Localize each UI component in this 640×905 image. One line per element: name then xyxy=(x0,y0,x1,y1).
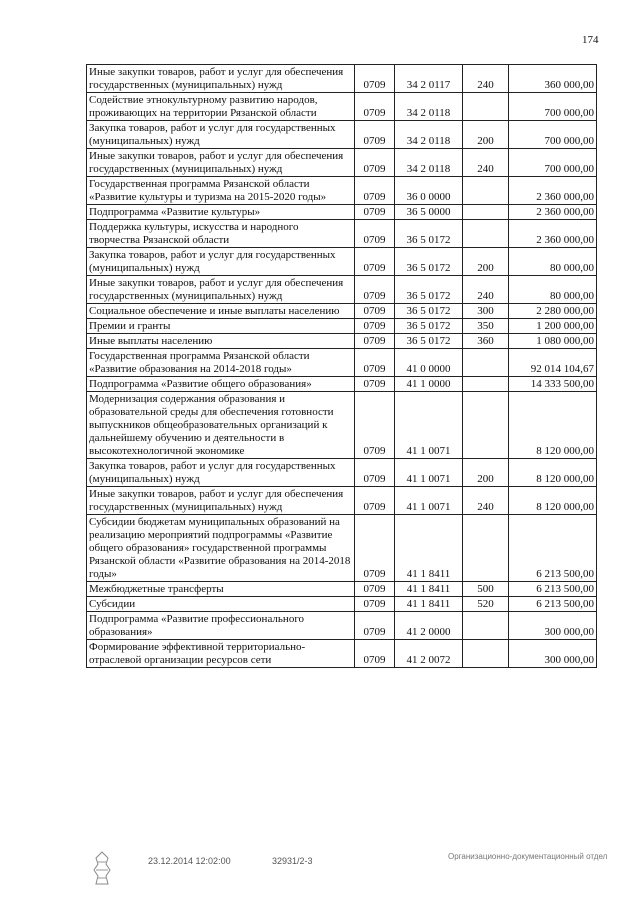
row-name: Субсидии бюджетам муниципальных образований на реализацию мероприятий подпрограммы «Развитие общего образования» государственной программы Рязанской области «Развитие образования на 2014-2018 годы» xyxy=(87,515,355,582)
table-row xyxy=(87,377,597,392)
table-row xyxy=(87,597,597,612)
row-amount: 700 000,00 xyxy=(509,149,597,177)
row-type xyxy=(463,392,509,459)
row-type: 240 xyxy=(463,65,509,93)
row-section: 0709 xyxy=(355,459,395,487)
row-code: 41 1 8411 xyxy=(395,597,463,612)
row-amount: 6 213 500,00 xyxy=(509,515,597,582)
row-section: 0709 xyxy=(355,177,395,205)
row-code: 36 0 0000 xyxy=(395,177,463,205)
row-name: Государственная программа Рязанской области «Развитие образования на 2014-2018 годы» xyxy=(87,349,355,377)
row-amount: 360 000,00 xyxy=(509,65,597,93)
row-section: 0709 xyxy=(355,334,395,349)
row-amount: 92 014 104,67 xyxy=(509,349,597,377)
row-amount: 6 213 500,00 xyxy=(509,597,597,612)
row-amount: 2 280 000,00 xyxy=(509,304,597,319)
table-row xyxy=(87,392,597,459)
row-amount: 2 360 000,00 xyxy=(509,205,597,220)
row-name: Социальное обеспечение и иные выплаты населению xyxy=(87,304,355,319)
table-row xyxy=(87,515,597,582)
row-code: 34 2 0118 xyxy=(395,121,463,149)
row-name: Субсидии xyxy=(87,597,355,612)
row-code: 41 1 8411 xyxy=(395,582,463,597)
row-amount: 700 000,00 xyxy=(509,93,597,121)
table-row xyxy=(87,487,597,515)
row-code: 36 5 0172 xyxy=(395,220,463,248)
budget-table xyxy=(86,64,597,668)
row-section: 0709 xyxy=(355,515,395,582)
table-row xyxy=(87,248,597,276)
table-row xyxy=(87,349,597,377)
row-section: 0709 xyxy=(355,205,395,220)
row-type xyxy=(463,220,509,248)
row-section: 0709 xyxy=(355,149,395,177)
coat-of-arms-icon xyxy=(88,850,116,888)
row-type xyxy=(463,93,509,121)
row-section: 0709 xyxy=(355,487,395,515)
footer-timestamp: 23.12.2014 12:02:00 xyxy=(148,856,231,866)
row-type: 240 xyxy=(463,276,509,304)
row-section: 0709 xyxy=(355,65,395,93)
row-section: 0709 xyxy=(355,377,395,392)
row-section: 0709 xyxy=(355,248,395,276)
row-name: Подпрограмма «Развитие общего образования» xyxy=(87,377,355,392)
footer-doc-id: 32931/2-3 xyxy=(272,856,313,866)
table-row xyxy=(87,177,597,205)
row-code: 34 2 0118 xyxy=(395,149,463,177)
row-section: 0709 xyxy=(355,276,395,304)
row-name: Модернизация содержания образования и образовательной среды для обеспечения готовности выпускников общеобразовательных организаций к дальнейшему обучению и деятельности в высокотехнологичной экономике xyxy=(87,392,355,459)
row-amount: 300 000,00 xyxy=(509,612,597,640)
table-row xyxy=(87,582,597,597)
row-section: 0709 xyxy=(355,349,395,377)
row-amount: 80 000,00 xyxy=(509,248,597,276)
row-type: 520 xyxy=(463,597,509,612)
row-name: Подпрограмма «Развитие культуры» xyxy=(87,205,355,220)
table-row xyxy=(87,121,597,149)
row-section: 0709 xyxy=(355,597,395,612)
row-section: 0709 xyxy=(355,220,395,248)
row-code: 41 1 0071 xyxy=(395,459,463,487)
row-type: 500 xyxy=(463,582,509,597)
row-amount: 1 080 000,00 xyxy=(509,334,597,349)
row-code: 34 2 0117 xyxy=(395,65,463,93)
row-amount: 8 120 000,00 xyxy=(509,487,597,515)
row-section: 0709 xyxy=(355,121,395,149)
table-row xyxy=(87,220,597,248)
row-code: 41 2 0072 xyxy=(395,640,463,668)
row-type: 240 xyxy=(463,149,509,177)
row-type xyxy=(463,612,509,640)
department-watermark: Организационно-документационный отдел xyxy=(448,852,608,861)
row-name: Закупка товаров, работ и услуг для государственных (муниципальных) нужд xyxy=(87,459,355,487)
row-type: 300 xyxy=(463,304,509,319)
row-code: 36 5 0172 xyxy=(395,304,463,319)
table-row xyxy=(87,276,597,304)
page-number: 174 xyxy=(582,34,599,46)
table-row xyxy=(87,149,597,177)
row-amount: 14 333 500,00 xyxy=(509,377,597,392)
row-code: 36 5 0172 xyxy=(395,334,463,349)
table-row xyxy=(87,612,597,640)
row-type xyxy=(463,205,509,220)
row-code: 36 5 0172 xyxy=(395,276,463,304)
table-row xyxy=(87,319,597,334)
row-section: 0709 xyxy=(355,304,395,319)
row-section: 0709 xyxy=(355,319,395,334)
row-name: Премии и гранты xyxy=(87,319,355,334)
row-section: 0709 xyxy=(355,582,395,597)
row-amount: 6 213 500,00 xyxy=(509,582,597,597)
row-amount: 8 120 000,00 xyxy=(509,459,597,487)
row-code: 41 2 0000 xyxy=(395,612,463,640)
row-name: Иные выплаты населению xyxy=(87,334,355,349)
row-name: Поддержка культуры, искусства и народного творчества Рязанской области xyxy=(87,220,355,248)
row-code: 41 1 0000 xyxy=(395,377,463,392)
row-name: Содействие этнокультурному развитию народов, проживающих на территории Рязанской области xyxy=(87,93,355,121)
row-code: 36 5 0000 xyxy=(395,205,463,220)
table-row xyxy=(87,334,597,349)
row-type: 200 xyxy=(463,121,509,149)
row-type xyxy=(463,640,509,668)
row-type xyxy=(463,349,509,377)
table-row xyxy=(87,65,597,93)
row-name: Иные закупки товаров, работ и услуг для обеспечения государственных (муниципальных) нужд xyxy=(87,65,355,93)
row-name: Иные закупки товаров, работ и услуг для обеспечения государственных (муниципальных) нужд xyxy=(87,487,355,515)
table-row xyxy=(87,304,597,319)
row-type: 200 xyxy=(463,459,509,487)
row-code: 41 1 0071 xyxy=(395,487,463,515)
row-type xyxy=(463,177,509,205)
row-section: 0709 xyxy=(355,640,395,668)
row-name: Иные закупки товаров, работ и услуг для обеспечения государственных (муниципальных) нужд xyxy=(87,276,355,304)
row-type: 360 xyxy=(463,334,509,349)
row-code: 41 0 0000 xyxy=(395,349,463,377)
row-name: Межбюджетные трансферты xyxy=(87,582,355,597)
row-amount: 2 360 000,00 xyxy=(509,220,597,248)
row-name: Государственная программа Рязанской области «Развитие культуры и туризма на 2015-2020 годы» xyxy=(87,177,355,205)
row-name: Формирование эффективной территориально-отраслевой организации ресурсов сети xyxy=(87,640,355,668)
row-code: 41 1 0071 xyxy=(395,392,463,459)
row-type: 200 xyxy=(463,248,509,276)
row-name: Закупка товаров, работ и услуг для государственных (муниципальных) нужд xyxy=(87,248,355,276)
row-type xyxy=(463,377,509,392)
row-code: 36 5 0172 xyxy=(395,319,463,334)
row-amount: 1 200 000,00 xyxy=(509,319,597,334)
row-type: 240 xyxy=(463,487,509,515)
row-code: 36 5 0172 xyxy=(395,248,463,276)
table-row xyxy=(87,205,597,220)
row-code: 41 1 8411 xyxy=(395,515,463,582)
row-amount: 2 360 000,00 xyxy=(509,177,597,205)
row-amount: 700 000,00 xyxy=(509,121,597,149)
row-section: 0709 xyxy=(355,392,395,459)
row-amount: 300 000,00 xyxy=(509,640,597,668)
row-amount: 8 120 000,00 xyxy=(509,392,597,459)
row-name: Подпрограмма «Развитие профессионального образования» xyxy=(87,612,355,640)
row-amount: 80 000,00 xyxy=(509,276,597,304)
row-section: 0709 xyxy=(355,612,395,640)
row-type xyxy=(463,515,509,582)
row-name: Закупка товаров, работ и услуг для государственных (муниципальных) нужд xyxy=(87,121,355,149)
row-type: 350 xyxy=(463,319,509,334)
table-row xyxy=(87,459,597,487)
row-section: 0709 xyxy=(355,93,395,121)
row-code: 34 2 0118 xyxy=(395,93,463,121)
table-row xyxy=(87,640,597,668)
row-name: Иные закупки товаров, работ и услуг для обеспечения государственных (муниципальных) нужд xyxy=(87,149,355,177)
table-row xyxy=(87,93,597,121)
